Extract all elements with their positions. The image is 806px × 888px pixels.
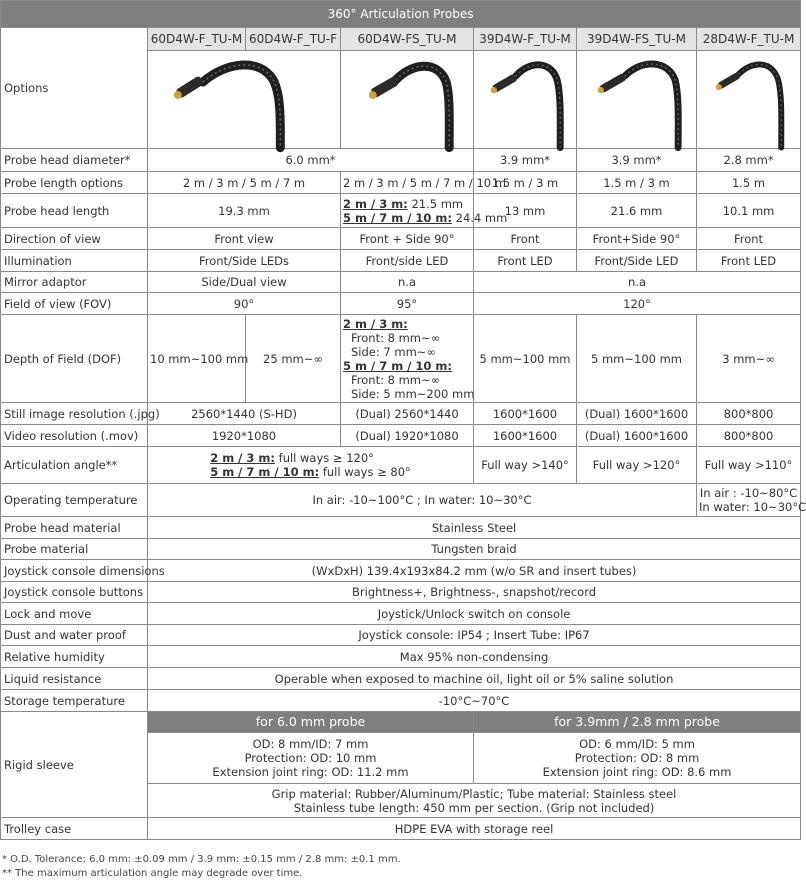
cell-value: (WxDxH) 139.4x193x84.2 mm (w/o SR and insert tubes) [148, 560, 801, 582]
cell-value: 95° [341, 293, 474, 315]
probe-image-39 [474, 51, 577, 149]
cell-value: Joystick console: IP54 ; Insert Tube: IP67 [148, 625, 801, 646]
row-label-diameter: Probe head diameter* [1, 149, 148, 172]
probe-image-icon [148, 52, 340, 148]
cell-value: Front/Side LEDs [148, 250, 341, 272]
cell-value: (Dual) 1920*1080 [341, 425, 474, 447]
row-label-humidity: Relative humidity [1, 646, 148, 668]
model-header: 60D4W-FS_TU-M [341, 28, 474, 51]
cell-value: Front + Side 90° [341, 228, 474, 250]
cell-value: Operable when exposed to machine oil, light oil or 5% saline solution [148, 668, 801, 690]
row-label-illumination: Illumination [1, 250, 148, 272]
cell-value: Extension joint ring: OD: 11.2 mm [212, 765, 409, 779]
cell-value: HDPE EVA with storage reel [148, 818, 801, 840]
cell-value: 10.1 mm [697, 194, 801, 228]
cell-value: 120° [474, 293, 801, 315]
cell-value: Protection: OD: 8 mm [574, 751, 700, 765]
row-label-head-mat: Probe head material [1, 517, 148, 539]
cell-value: 19.3 mm [148, 194, 341, 228]
cell-rigid-60 [148, 733, 474, 784]
cell-value: Front/Side LED [577, 250, 697, 272]
cell-value: Side/Dual view [148, 272, 341, 293]
cell-value: OD: 8 mm/ID: 7 mm [252, 737, 369, 751]
cell-value: 10 mm~100 mm [148, 315, 246, 403]
cell-key: 5 m / 7 m / 10 m: [343, 210, 452, 225]
cell-value: 1920*1080 [148, 425, 341, 447]
row-label-options: Options [1, 28, 148, 149]
cell-value: 2.8 mm* [697, 149, 801, 172]
cell-value: 1.5 m [697, 172, 801, 194]
cell-head-length-fs [341, 194, 508, 228]
cell-value: 21.5 mm [411, 196, 464, 211]
cell-artic-60 [148, 447, 474, 484]
cell-value: Front+Side 90° [577, 228, 697, 250]
cell-op-temp-28 [697, 484, 806, 517]
cell-value: (Dual) 2560*1440 [341, 403, 474, 425]
row-label-op-temp: Operating temperature [1, 484, 148, 517]
cell-value: -10°C~70°C [148, 690, 801, 712]
cell-value: n.a [341, 272, 474, 293]
cell-key: 5 m / 7 m / 10 m: [210, 465, 320, 479]
row-label-view-dir: Direction of view [1, 228, 148, 250]
cell-value: In air: -10~100°C ; In water: 10~30°C [148, 484, 697, 517]
model-header: 28D4W-F_TU-M [697, 28, 801, 51]
probe-image-icon [697, 52, 800, 148]
cell-value: Brightness+, Brightness-, snapshot/record [148, 582, 801, 603]
cell-value: Grip material: Rubber/Aluminum/Plastic; Tube material: Stainless steel [271, 786, 677, 801]
row-label-length-options: Probe length options [1, 172, 148, 194]
cell-value: 24.4 mm [455, 210, 508, 225]
row-label-artic: Articulation angle** [1, 447, 148, 484]
model-header: 60D4W-F_TU-F [246, 28, 341, 51]
cell-value: 25 mm~∞ [246, 315, 341, 403]
cell-value: 2 m / 3 m / 5 m / 7 m / 10 m [341, 172, 474, 194]
row-label-lock: Lock and move [1, 603, 148, 625]
cell-dof-fs [341, 315, 474, 403]
probe-image-icon [341, 52, 473, 148]
footnotes [2, 853, 401, 881]
probe-image-60-fs [341, 51, 474, 149]
cell-value: OD: 6 mm/ID: 5 mm [579, 737, 695, 751]
cell-key: 2 m / 3 m: [210, 451, 275, 465]
cell-value: Protection: OD: 10 mm [244, 751, 377, 765]
cell-rigid-grip [148, 784, 801, 818]
cell-value: Tungsten braid [148, 539, 801, 560]
probe-image-39-fs [577, 51, 697, 149]
cell-key: 2 m / 3 m: [343, 316, 408, 331]
model-header: 60D4W-F_TU-M [148, 28, 246, 51]
cell-value: (Dual) 1600*1600 [577, 425, 697, 447]
cell-value: Front [697, 228, 801, 250]
footnote: ** The maximum articulation angle may degrade over time. [2, 868, 303, 879]
probe-image-28 [697, 51, 801, 149]
row-label-console-dim: Joystick console dimensions [1, 560, 148, 582]
rigid-header-39: for 3.9mm / 2.8 mm probe [474, 712, 801, 733]
cell-rigid-39 [474, 733, 801, 784]
row-label-trolley: Trolley case [1, 818, 148, 840]
cell-value: Front LED [697, 250, 801, 272]
cell-key: 2 m / 3 m: [343, 196, 408, 211]
cell-value: Full way >110° [697, 447, 801, 484]
cell-value: Extension joint ring: OD: 8.6 mm [542, 765, 732, 779]
row-label-fov: Field of view (FOV) [1, 293, 148, 315]
cell-value: 5 mm~100 mm [577, 315, 697, 403]
row-label-dust: Dust and water proof [1, 625, 148, 646]
cell-value: In air : -10~80°C [699, 486, 798, 500]
cell-value: 1600*1600 [474, 403, 577, 425]
probe-image-icon [577, 52, 696, 148]
row-label-liquid: Liquid resistance [1, 668, 148, 690]
cell-value: Front/side LED [341, 250, 474, 272]
cell-value: 13 mm [474, 194, 577, 228]
cell-value: 5 mm~100 mm [474, 315, 577, 403]
cell-value: full ways ≥ 80° [322, 465, 411, 479]
row-label-rigid: Rigid sleeve [1, 712, 148, 818]
cell-value: full ways ≥ 120° [278, 451, 374, 465]
cell-value: Front: 8 mm~∞ [351, 330, 441, 345]
table-title: 360° Articulation Probes [1, 1, 801, 28]
cell-value: 1.5 m / 3 m [577, 172, 697, 194]
cell-value: Front LED [474, 250, 577, 272]
cell-value: 1600*1600 [474, 425, 577, 447]
cell-value: Full way >140° [474, 447, 577, 484]
rigid-header-60: for 6.0 mm probe [148, 712, 474, 733]
cell-value: Front [474, 228, 577, 250]
cell-value: 800*800 [697, 425, 801, 447]
cell-value: 800*800 [697, 403, 801, 425]
model-header: 39D4W-FS_TU-M [577, 28, 697, 51]
cell-value: 3.9 mm* [577, 149, 697, 172]
cell-key: 5 m / 7 m / 10 m: [343, 358, 452, 373]
cell-value: In water: 10~30°C [699, 500, 806, 514]
row-label-video-res: Video resolution (.mov) [1, 425, 148, 447]
cell-value: 6.0 mm* [148, 149, 474, 172]
cell-value: Stainless Steel [148, 517, 801, 539]
cell-value: 2560*1440 (S-HD) [148, 403, 341, 425]
cell-value: 21.6 mm [577, 194, 697, 228]
cell-value: Max 95% non-condensing [148, 646, 801, 668]
cell-value: 3.9 mm* [474, 149, 577, 172]
cell-value: Side: 7 mm~∞ [351, 344, 436, 359]
row-label-still-res: Still image resolution (.jpg) [1, 403, 148, 425]
footnote: * O.D. Tolerance: 6.0 mm: ±0.09 mm / 3.9 mm: ±0.15 mm / 2.8 mm: ±0.1 mm. [2, 854, 401, 865]
cell-value: Front: 8 mm~∞ [351, 372, 441, 387]
probe-image-60-f [148, 51, 341, 149]
row-label-mirror: Mirror adaptor [1, 272, 148, 293]
cell-value: 3 mm~∞ [697, 315, 801, 403]
cell-value: n.a [474, 272, 801, 293]
probe-image-icon [474, 52, 576, 148]
cell-value: 90° [148, 293, 341, 315]
cell-value: Side: 5 mm~200 mm [351, 386, 475, 401]
cell-value: 2 m / 3 m / 5 m / 7 m [148, 172, 341, 194]
cell-value: Front view [148, 228, 341, 250]
row-label-console-btn: Joystick console buttons [1, 582, 148, 603]
row-label-probe-mat: Probe material [1, 539, 148, 560]
cell-value: (Dual) 1600*1600 [577, 403, 697, 425]
row-label-storage: Storage temperature [1, 690, 148, 712]
cell-value: 1.5 m / 3 m [474, 172, 577, 194]
cell-value: Joystick/Unlock switch on console [148, 603, 801, 625]
cell-value: Full way >120° [577, 447, 697, 484]
row-label-head-length: Probe head length [1, 194, 148, 228]
cell-value: Stainless tube length: 450 mm per section. (Grip not included) [293, 800, 655, 815]
row-label-dof: Depth of Field (DOF) [1, 315, 148, 403]
model-header: 39D4W-F_TU-M [474, 28, 577, 51]
